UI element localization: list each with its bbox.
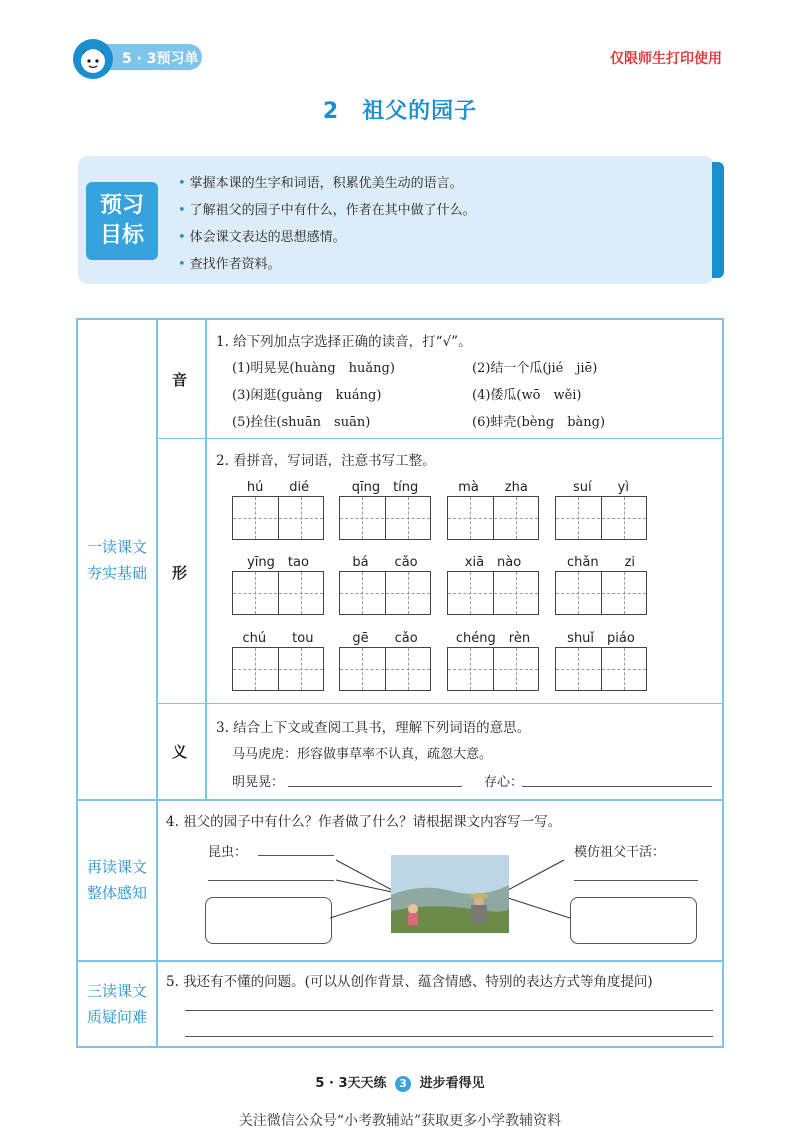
q2-pinyin-label: shuǐ piáo	[567, 631, 635, 646]
q1-item[interactable]: (1)明晃晃(huàng huǎng)	[232, 361, 395, 376]
q2-pinyin-label: gē cǎo	[352, 631, 418, 646]
category-shape: 形	[172, 564, 188, 582]
q3-word1-label: 明晃晃：	[232, 775, 285, 790]
q4-prompt: 4. 祖父的园子中有什么？作者做了什么？请根据课文内容写一写。	[166, 814, 562, 830]
goal-item: • 查找作者资料。	[178, 257, 281, 272]
category-sound: 音	[172, 371, 188, 389]
footer-right: 进步看得见	[419, 1076, 485, 1091]
goal-item: • 体会课文表达的思想感情。	[178, 230, 346, 245]
q4-left-line1[interactable]	[258, 855, 334, 856]
q2-writing-grid[interactable]	[447, 647, 539, 691]
footer-left: 5 · 3天天练	[315, 1076, 387, 1091]
q2-pinyin-label: xiā nào	[464, 555, 522, 570]
q3-word2-label: 存心：	[484, 775, 524, 790]
q2-writing-grid[interactable]	[555, 647, 647, 691]
category-meaning: 义	[172, 743, 188, 761]
q2-writing-grid[interactable]	[232, 647, 324, 691]
q1-item[interactable]: (3)闲逛(guàng kuáng)	[232, 388, 382, 403]
q2-pinyin-label: chú tou	[242, 631, 314, 646]
q2-pinyin-label: mà zha	[458, 480, 528, 495]
q4-left-label: 昆虫：	[208, 845, 248, 860]
q5-prompt: 5. 我还有不懂的问题。(可以从创作背景、蕴含情感、特别的表达方式等角度提问)	[166, 974, 653, 990]
goals-box-tab	[712, 162, 724, 278]
q2-pinyin-label: qīng tíng	[351, 480, 419, 495]
q2-pinyin-label: bá cǎo	[352, 555, 418, 570]
mascot-logo-icon	[72, 38, 114, 80]
lesson-title: 2 祖父的园子	[322, 99, 478, 124]
q1-item[interactable]: (5)拴住(shuān suān)	[232, 415, 371, 430]
q2-writing-grid[interactable]	[555, 571, 647, 615]
q3-prompt: 3. 结合上下文或查阅工具书，理解下列词语的意思。	[216, 720, 531, 736]
q3-word2-answer-line[interactable]	[522, 786, 712, 787]
q2-writing-grid[interactable]	[447, 571, 539, 615]
wechat-promo: 关注微信公众号“小考教辅站”获取更多小学教辅资料	[238, 1113, 562, 1129]
goals-badge-line1: 预习	[99, 193, 144, 218]
q4-left-answer-box[interactable]	[205, 897, 332, 944]
garden-illustration	[391, 855, 509, 933]
q2-pinyin-label: suí yì	[573, 480, 629, 495]
q5-answer-line2[interactable]	[185, 1036, 713, 1037]
page-footer	[0, 1072, 800, 1092]
q2-pinyin-label: chǎn zi	[566, 555, 636, 570]
goals-badge-line2: 目标	[99, 223, 144, 248]
q1-item[interactable]: (2)结一个瓜(jié jiē)	[472, 361, 598, 376]
q2-writing-grid[interactable]	[447, 496, 539, 540]
section-label-read1: 一读课文 夯实基础	[86, 538, 147, 582]
q1-item[interactable]: (6)蚌壳(bèng bàng)	[472, 415, 606, 430]
footer-page-number: 3	[395, 1076, 411, 1092]
q2-pinyin-label: hú dié	[246, 480, 310, 495]
goals-badge	[86, 182, 158, 260]
q2-writing-grid[interactable]	[339, 647, 431, 691]
section-label-read2: 再读课文 整体感知	[86, 858, 147, 902]
q1-prompt: 1. 给下列加点字选择正确的读音，打“√”。	[216, 334, 472, 350]
goal-item: • 了解祖父的园子中有什么，作者在其中做了什么。	[178, 203, 476, 218]
print-note: 仅限师生打印使用	[610, 51, 722, 67]
q3-example: 马马虎虎：形容做事草率不认真，疏忽大意。	[232, 747, 493, 762]
q5-answer-line1[interactable]	[185, 1010, 713, 1011]
q4-right-answer-box[interactable]	[570, 897, 697, 944]
q2-writing-grid[interactable]	[232, 571, 324, 615]
brand-label: 5 · 3预习单	[122, 51, 199, 67]
q4-right-label: 模仿祖父干活：	[574, 845, 666, 860]
q2-pinyin-label: chéng rèn	[455, 631, 531, 646]
q3-word1-answer-line[interactable]	[288, 786, 462, 787]
q2-writing-grid[interactable]	[232, 496, 324, 540]
section-label-read3: 三读课文 质疑问难	[86, 982, 147, 1026]
q2-writing-grid[interactable]	[339, 496, 431, 540]
q4-right-line[interactable]	[574, 880, 698, 881]
q2-prompt: 2. 看拼音，写词语，注意书写工整。	[216, 453, 436, 469]
q2-pinyin-label: yīng tao	[247, 555, 309, 570]
q2-writing-grid[interactable]	[555, 496, 647, 540]
q1-item[interactable]: (4)倭瓜(wō wěi)	[472, 388, 582, 403]
q2-writing-grid[interactable]	[339, 571, 431, 615]
goal-item: • 掌握本课的生字和词语，积累优美生动的语言。	[178, 176, 463, 191]
q4-left-line2[interactable]	[208, 880, 334, 881]
